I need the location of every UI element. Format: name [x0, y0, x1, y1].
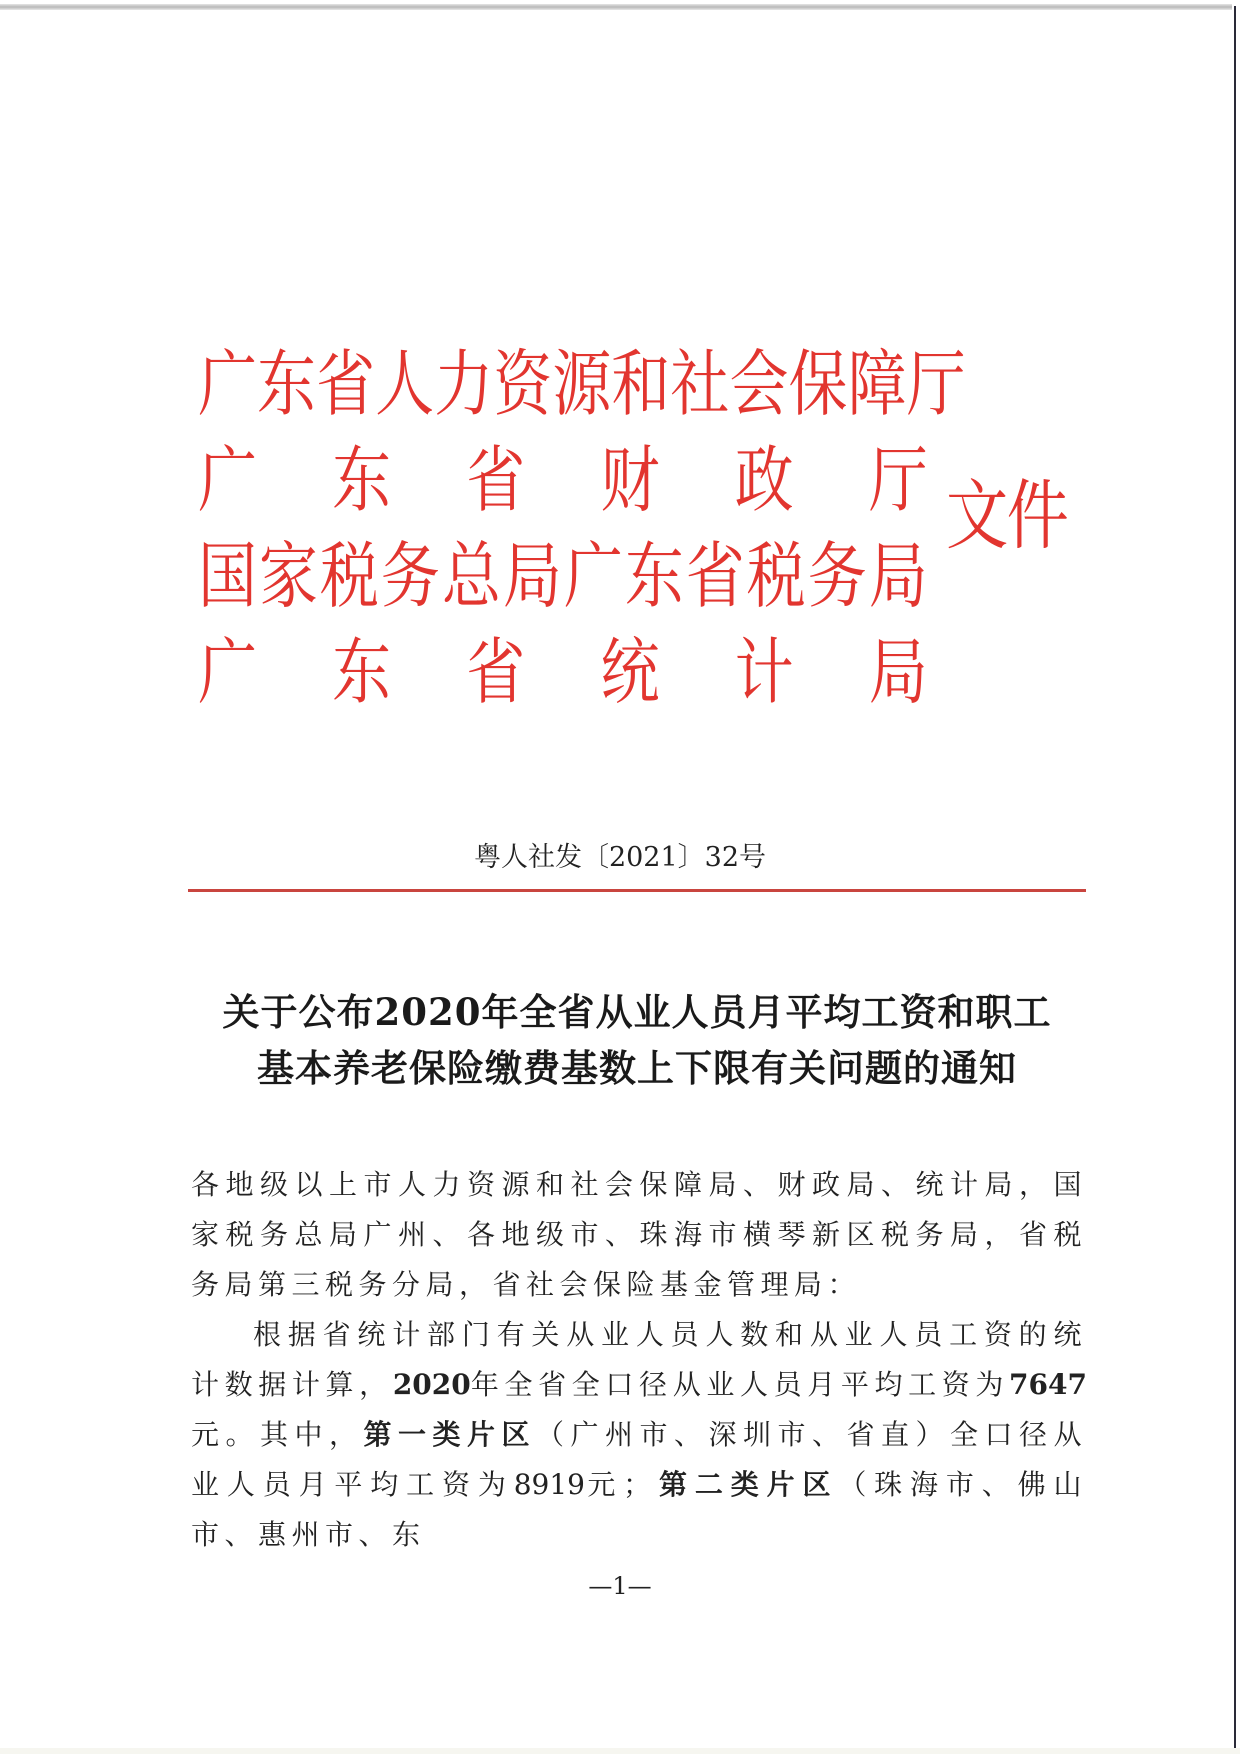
addressee-paragraph: 各地级以上市人力资源和社会保障局、财政局、统计局，国家税务总局广州、各地级市、珠海市横琴新区税务局，省税务局第三税务分局，省社会保险基金管理局：	[191, 1168, 1087, 1301]
issuing-authorities-masthead	[198, 336, 966, 720]
document-body	[191, 1160, 1087, 1560]
text-run: 元。其中，	[191, 1418, 364, 1451]
masthead-char: 会	[729, 342, 789, 426]
masthead-char: 政	[734, 438, 794, 522]
masthead-char: 东	[624, 534, 684, 618]
masthead-char: 总	[441, 534, 501, 618]
masthead-char: 局	[868, 534, 928, 618]
masthead-char: 东	[257, 342, 317, 426]
masthead-char: 保	[788, 342, 848, 426]
province-average-wage: 7647	[1009, 1368, 1087, 1401]
masthead-char: 税	[746, 534, 806, 618]
masthead-char: 税	[319, 534, 380, 618]
text-run: 元；	[584, 1468, 657, 1501]
masthead-row-4	[198, 624, 928, 720]
masthead-char: 财	[600, 438, 660, 522]
year-value: 2020	[392, 1368, 471, 1401]
masthead-char: 东	[332, 438, 392, 522]
masthead-row-2	[198, 432, 928, 528]
masthead-char: 计	[734, 630, 794, 714]
masthead-char: 障	[847, 342, 907, 426]
zone-2-label: 第二类片区	[656, 1468, 839, 1501]
masthead-char: 国	[198, 534, 258, 618]
red-divider-line	[188, 889, 1086, 892]
masthead-char: 广	[198, 342, 258, 426]
document-title	[188, 984, 1086, 1096]
masthead-char: 厅	[868, 438, 928, 522]
text-run: 年全省全口径从业人员月平均工资为	[470, 1368, 1010, 1401]
scan-edge-top	[0, 4, 1232, 10]
text-run: 根据省统计部门有关从业人员人数和从业人员工资的统计数据计算，	[191, 1318, 1087, 1401]
masthead-char: 统	[600, 630, 660, 714]
document-number: 粤人社发〔2021〕32号	[473, 842, 767, 873]
title-line-2: 基本养老保险缴费基数上下限有关问题的通知	[257, 1046, 1017, 1090]
masthead-char: 省	[316, 342, 376, 426]
masthead-char: 务	[807, 534, 867, 618]
masthead-char: 局	[502, 534, 562, 618]
text-run: （珠海市、佛山市、惠州市、东	[191, 1468, 1087, 1551]
body-paragraph-1	[191, 1310, 1087, 1560]
masthead-char: 省	[685, 534, 745, 618]
masthead-char: 务	[380, 534, 440, 618]
masthead-row-3	[198, 528, 928, 624]
masthead-char: 资	[493, 342, 553, 426]
masthead-char: 社	[670, 342, 730, 426]
masthead-char: 源	[552, 342, 612, 426]
masthead-char: 和	[611, 342, 671, 426]
scan-edge-right	[1234, 6, 1236, 1754]
masthead-char: 厅	[906, 342, 966, 426]
zone-1-average-wage: 8919	[513, 1468, 585, 1501]
masthead-char: 力	[434, 342, 494, 426]
title-line-1: 关于公布2020年全省从业人员月平均工资和职工	[222, 990, 1052, 1034]
masthead-char: 广	[198, 630, 258, 714]
text-run: （广州市、深圳市、省直）全口径从业人员月平均工资为	[191, 1418, 1087, 1501]
masthead-char: 省	[466, 630, 526, 714]
masthead-char: 人	[375, 342, 435, 426]
masthead-char: 局	[868, 630, 928, 714]
masthead-char: 省	[466, 438, 526, 522]
zone-1-label: 第一类片区	[363, 1418, 536, 1451]
masthead-char: 东	[332, 630, 392, 714]
masthead-char: 家	[258, 534, 319, 618]
page-number: —1—	[588, 1572, 652, 1600]
scan-edge-bottom	[0, 1748, 1240, 1754]
masthead-char: 广	[563, 534, 623, 618]
masthead-wenjian-label: 文件	[946, 471, 1068, 560]
masthead-row-1	[198, 336, 966, 432]
masthead-char: 广	[198, 438, 258, 522]
